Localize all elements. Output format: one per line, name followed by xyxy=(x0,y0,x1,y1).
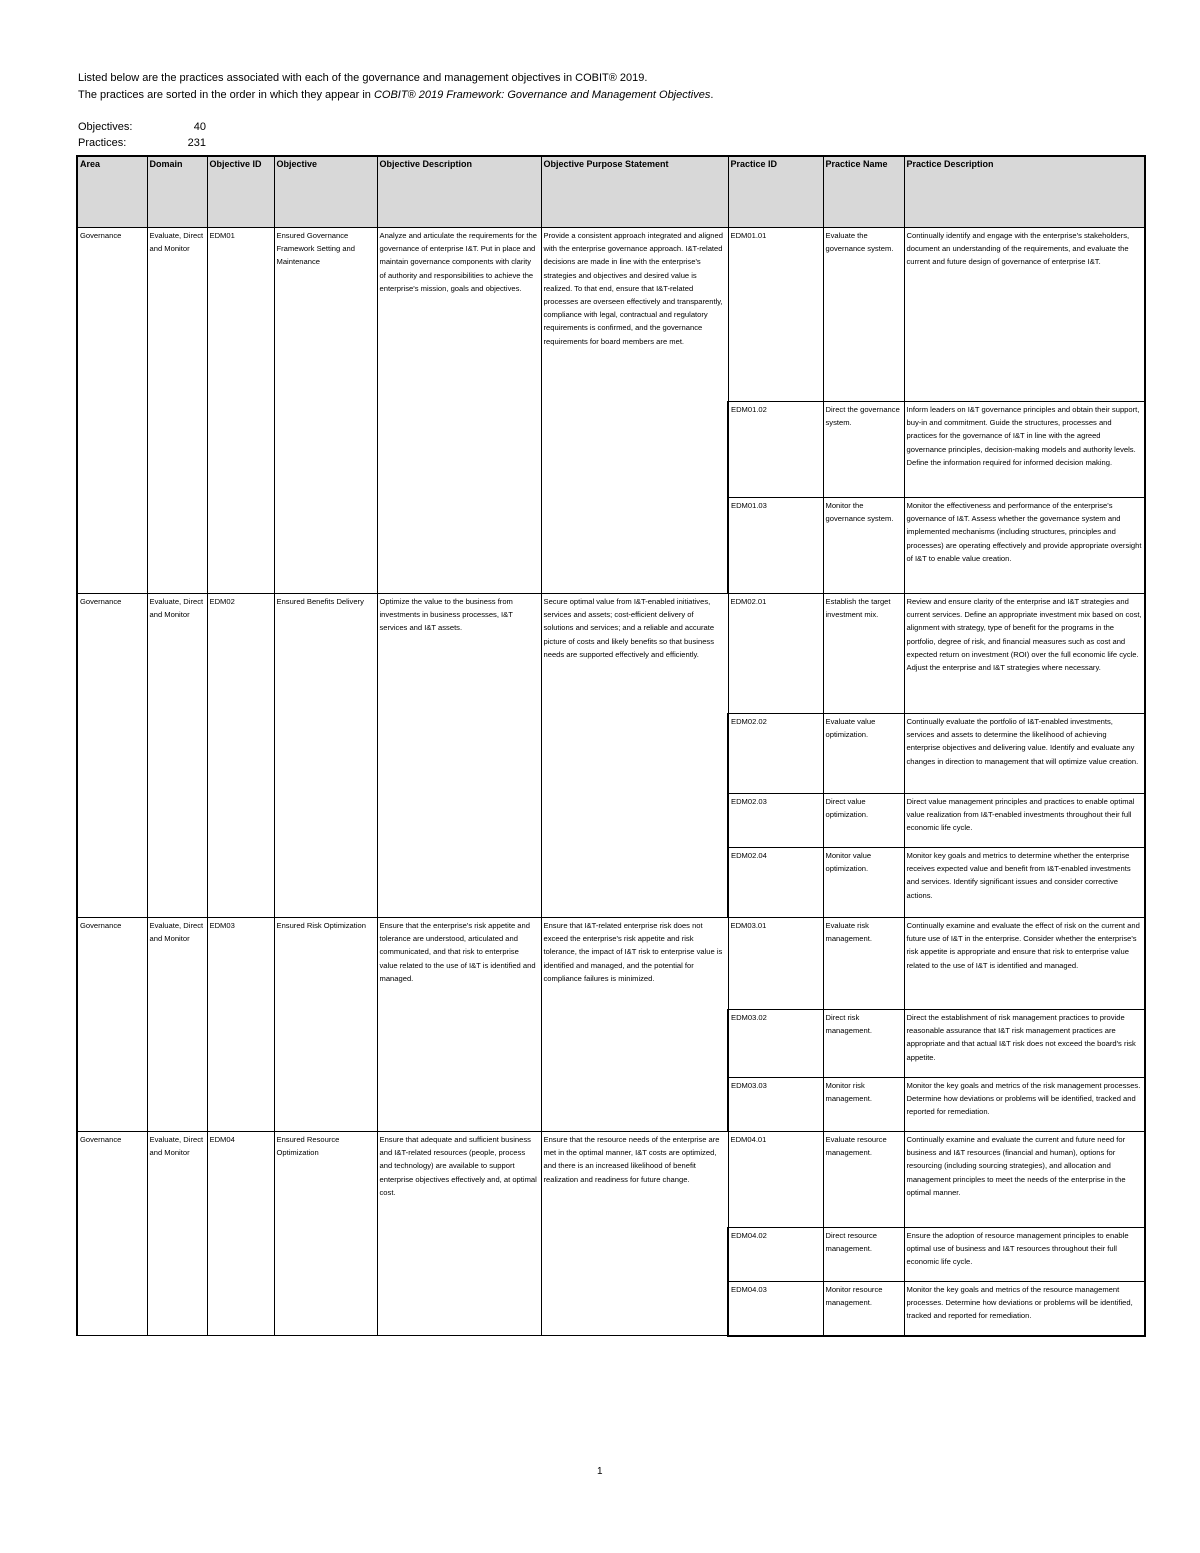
area-cell: Governance xyxy=(77,918,147,1132)
column-header: Practice Description xyxy=(904,156,1145,228)
domain-cell: Evaluate, Direct and Monitor xyxy=(147,594,207,918)
area-cell: Governance xyxy=(77,228,147,594)
intro-line-2-prefix: The practices are sorted in the order in which they appear in xyxy=(78,89,374,101)
practice-id-cell: EDM02.01 xyxy=(728,594,823,714)
practices-count-row xyxy=(78,135,206,151)
objective-description-cell: Ensure that adequate and sufficient business and I&T-related resources (people, process and technology) are available to support enterprise objectives effectively and, at optimal cost. xyxy=(377,1132,541,1336)
table-row xyxy=(77,228,1145,402)
objective-purpose-cell: Provide a consistent approach integrated and aligned with the enterprise governance approach. I&T-related decisions are made in line with the enterprise's strategies and objectives and desired value is realized. To that end, ensure that I&T-related processes are overseen effectively and transparently, compliance with legal, contractual and regulatory requirements is confirmed, and the governance requirements for board members are met. xyxy=(541,228,728,594)
intro-line-1: Listed below are the practices associated with each of the governance and management objectives in COBIT® 2019. xyxy=(78,72,648,84)
practice-name-cell: Direct resource management. xyxy=(823,1228,904,1282)
objective-id-cell: EDM02 xyxy=(207,594,274,918)
practice-description-cell: Direct the establishment of risk management practices to provide reasonable assurance that I&T risk management practices are appropriate and that actual I&T risk does not exceed the board's risk appetite. xyxy=(904,1010,1145,1078)
objective-purpose-cell: Ensure that the resource needs of the enterprise are met in the optimal manner, I&T costs are optimized, and there is an increased likelihood of benefit realization and readiness for future change. xyxy=(541,1132,728,1336)
practices-count-label: Practices: xyxy=(78,137,127,149)
objective-description-cell: Ensure that the enterprise's risk appetite and tolerance are understood, articulated and communicated, and that risk to enterprise value related to the use of I&T is identified and managed. xyxy=(377,918,541,1132)
objective-description-cell: Analyze and articulate the requirements for the governance of enterprise I&T. Put in place and maintain governance components with clarity of authority and responsibilities to achieve the enterprise's mission, goals and objectives. xyxy=(377,228,541,594)
intro-line-2-title: COBIT® 2019 Framework: Governance and Management Objectives xyxy=(373,89,711,101)
practice-description-cell: Continually examine and evaluate the effect of risk on the current and future use of I&T in the enterprise. Consider whether the enterprise's risk appetite is appropriate and ensure that risk to enterprise value related to the use of I&T is identified and managed. xyxy=(904,918,1145,1010)
column-header: Domain xyxy=(147,156,207,228)
table-row xyxy=(77,594,1145,714)
practice-description-cell: Direct value management principles and practices to enable optimal value realization from I&T-enabled investments throughout their full economic life cycle. xyxy=(904,794,1145,848)
area-cell: Governance xyxy=(77,1132,147,1336)
column-header: Objective ID xyxy=(207,156,274,228)
objective-name-cell: Ensured Governance Framework Setting and Maintenance xyxy=(274,228,377,594)
practice-id-cell: EDM03.02 xyxy=(728,1010,823,1078)
practice-id-cell: EDM01.01 xyxy=(728,228,823,402)
column-header: Practice Name xyxy=(823,156,904,228)
practices-count-value: 231 xyxy=(187,137,206,149)
column-header: Objective Purpose Statement xyxy=(541,156,728,228)
column-header: Area xyxy=(77,156,147,228)
practice-name-cell: Monitor the governance system. xyxy=(823,498,904,594)
objective-description-cell: Optimize the value to the business from investments in business processes, I&T services and I&T assets. xyxy=(377,594,541,918)
practice-id-cell: EDM02.02 xyxy=(728,714,823,794)
practice-description-cell: Monitor the effectiveness and performance of the enterprise's governance of I&T. Assess whether the governance system and implemented mechanisms (including structures, principles and processes) are operating effectively and provide appropriate oversight of I&T to enable value creation. xyxy=(904,498,1145,594)
practice-name-cell: Direct risk management. xyxy=(823,1010,904,1078)
counts-block xyxy=(78,119,206,151)
column-header: Practice ID xyxy=(728,156,823,228)
table-header-row xyxy=(77,156,1145,228)
domain-cell: Evaluate, Direct and Monitor xyxy=(147,918,207,1132)
intro-line-2 xyxy=(78,87,713,104)
practice-name-cell: Direct the governance system. xyxy=(823,402,904,498)
objective-id-cell: EDM01 xyxy=(207,228,274,594)
column-header: Objective xyxy=(274,156,377,228)
practice-description-cell: Continually examine and evaluate the current and future need for business and I&T resources (financial and human), options for resourcing (including sourcing strategies), and allocation and management principles to meet the needs of the enterprise in the optimal manner. xyxy=(904,1132,1145,1228)
practice-name-cell: Establish the target investment mix. xyxy=(823,594,904,714)
domain-cell: Evaluate, Direct and Monitor xyxy=(147,228,207,594)
objective-id-cell: EDM04 xyxy=(207,1132,274,1336)
practice-id-cell: EDM02.03 xyxy=(728,794,823,848)
practice-description-cell: Inform leaders on I&T governance principles and obtain their support, buy-in and commitment. Guide the structures, processes and practices for the governance of I&T in line with the agreed governance principles, decision-making models and authority levels. Define the information required for informed decision making. xyxy=(904,402,1145,498)
practice-id-cell: EDM03.01 xyxy=(728,918,823,1010)
table-row xyxy=(77,918,1145,1010)
intro-line-2-suffix: . xyxy=(710,89,714,101)
practice-description-cell: Monitor the key goals and metrics of the risk management processes. Determine how deviations or problems will be identified, tracked and reported for remediation. xyxy=(904,1078,1145,1132)
column-header: Objective Description xyxy=(377,156,541,228)
practice-name-cell: Evaluate value optimization. xyxy=(823,714,904,794)
practice-description-cell: Review and ensure clarity of the enterprise and I&T strategies and current services. Define an appropriate investment mix based on cost, alignment with strategy, type of benefit for the programs in the portfolio, degree of risk, and financial measures such as cost and expected return on investment (ROI) over the full economic life cycle. Adjust the enterprise and I&T strategies where necessary. xyxy=(904,594,1145,714)
domain-cell: Evaluate, Direct and Monitor xyxy=(147,1132,207,1336)
table-body xyxy=(77,156,1145,1336)
practice-description-cell: Monitor the key goals and metrics of the resource management processes. Determine how deviations or problems will be identified, tracked and reported for remediation. xyxy=(904,1282,1145,1336)
objective-purpose-cell: Secure optimal value from I&T-enabled initiatives, services and assets; cost-efficient delivery of solutions and services; and a reliable and accurate picture of costs and likely benefits so that business needs are supported effectively and efficiently. xyxy=(541,594,728,918)
area-cell: Governance xyxy=(77,594,147,918)
practice-description-cell: Monitor key goals and metrics to determine whether the enterprise receives expected value and benefit from I&T-enabled investments and services. Identify significant issues and consider corrective actions. xyxy=(904,848,1145,918)
practice-id-cell: EDM04.01 xyxy=(728,1132,823,1228)
practice-name-cell: Monitor resource management. xyxy=(823,1282,904,1336)
practice-id-cell: EDM01.03 xyxy=(728,498,823,594)
practice-name-cell: Evaluate the governance system. xyxy=(823,228,904,402)
objectives-count-label: Objectives: xyxy=(78,121,133,133)
practice-id-cell: EDM03.03 xyxy=(728,1078,823,1132)
objective-name-cell: Ensured Benefits Delivery xyxy=(274,594,377,918)
intro-text xyxy=(78,70,713,104)
practice-description-cell: Continually evaluate the portfolio of I&T-enabled investments, services and assets to determine the likelihood of achieving enterprise objectives and delivering value. Identify and evaluate any changes in direction to management that will optimize value creation. xyxy=(904,714,1145,794)
practice-description-cell: Continually identify and engage with the enterprise's stakeholders, document an understanding of the requirements, and evaluate the current and future design of governance of enterprise I&T. xyxy=(904,228,1145,402)
page-number: 1 xyxy=(597,1466,603,1477)
objectives-count-row xyxy=(78,119,206,135)
practice-description-cell: Ensure the adoption of resource management principles to enable optimal use of business and I&T resources throughout their full economic life cycle. xyxy=(904,1228,1145,1282)
practice-name-cell: Monitor value optimization. xyxy=(823,848,904,918)
practice-name-cell: Monitor risk management. xyxy=(823,1078,904,1132)
practice-id-cell: EDM04.02 xyxy=(728,1228,823,1282)
objective-purpose-cell: Ensure that I&T-related enterprise risk does not exceed the enterprise's risk appetite and risk tolerance, the impact of I&T risk to enterprise value is identified and managed, and the potential for compliance failures is minimized. xyxy=(541,918,728,1132)
practice-name-cell: Direct value optimization. xyxy=(823,794,904,848)
practices-table xyxy=(76,155,1146,1337)
practice-id-cell: EDM02.04 xyxy=(728,848,823,918)
practice-name-cell: Evaluate risk management. xyxy=(823,918,904,1010)
objective-name-cell: Ensured Risk Optimization xyxy=(274,918,377,1132)
objective-name-cell: Ensured Resource Optimization xyxy=(274,1132,377,1336)
practice-id-cell: EDM01.02 xyxy=(728,402,823,498)
objective-id-cell: EDM03 xyxy=(207,918,274,1132)
practice-name-cell: Evaluate resource management. xyxy=(823,1132,904,1228)
objectives-count-value: 40 xyxy=(193,121,206,133)
table-row xyxy=(77,1132,1145,1228)
practice-id-cell: EDM04.03 xyxy=(728,1282,823,1336)
